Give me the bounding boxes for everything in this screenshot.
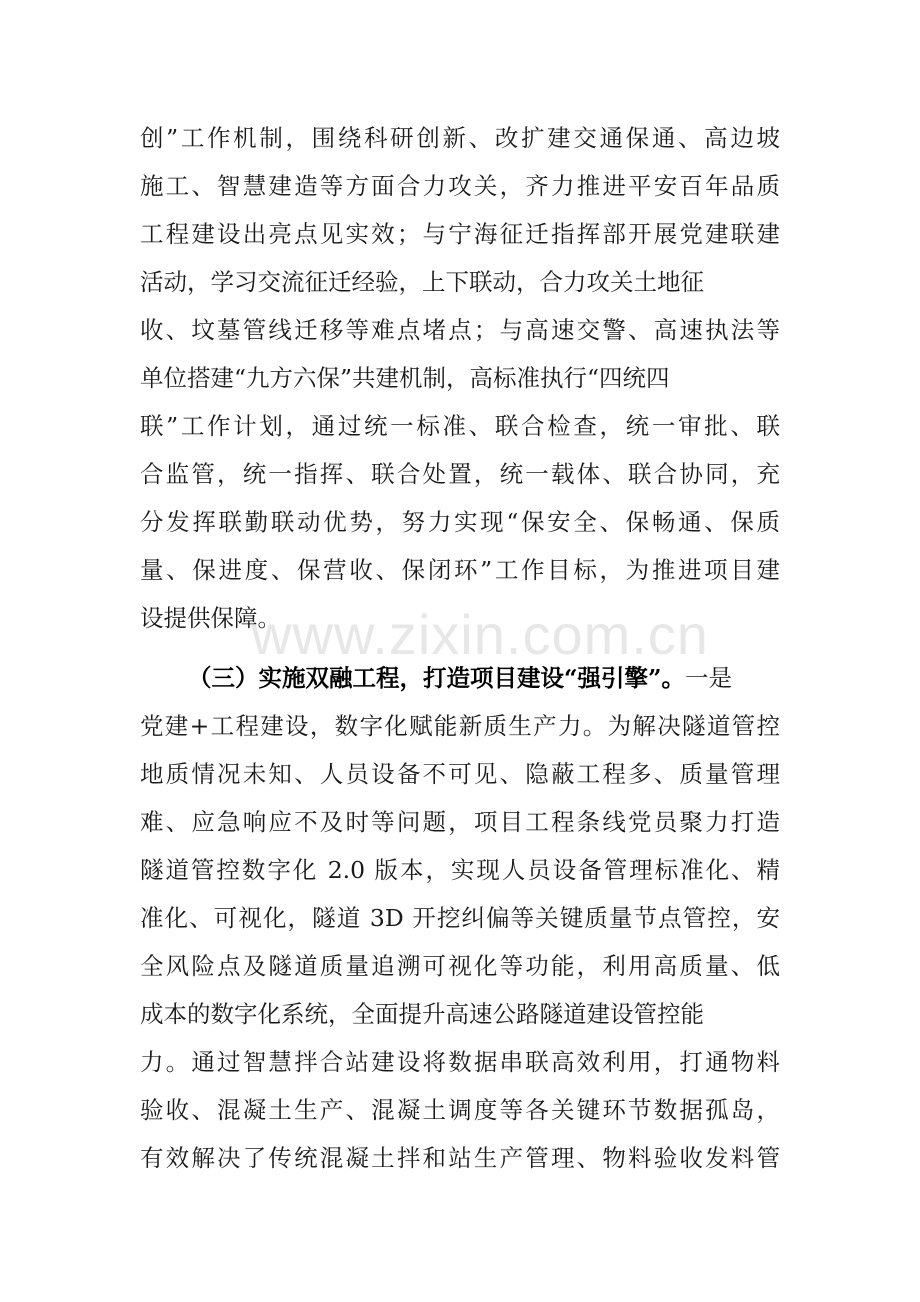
watermark: www.zixin.com.cn: [251, 603, 709, 666]
section-heading-line: [188, 653, 780, 703]
paragraph-line: 单位搭建“九方六保”共建机制，高标准执行“四统四: [140, 364, 670, 392]
paragraph-line: 难、应急响应不及时等问题，项目工程条线党员聚力打造: [140, 808, 780, 836]
paragraph-line: 成本的数字化系统，全面提升高速公路隧道建设管控能: [140, 1000, 704, 1028]
paragraph-line: 地质情况未知、人员设备不可见、隐蔽工程多、质量管理: [140, 760, 780, 788]
paragraph-line: 合监管，统一指挥、联合处置，统一载体、联合协同，充: [140, 460, 780, 488]
paragraph-line: 准化、可视化，隧道 3D 开挖纠偏等关键质量节点管控，安: [140, 904, 780, 932]
paragraph-line: 隧道管控数字化 2.0 版本，实现人员设备管理标准化、精: [140, 856, 780, 884]
paragraph-line: 创”工作机制，围绕科研创新、改扩建交通保通、高边坡: [140, 124, 780, 152]
paragraph-line: 党建+工程建设，数字化赋能新质生产力。为解决隧道管控: [140, 712, 780, 740]
section-heading-tail: 一是: [685, 664, 733, 692]
paragraph-line: 力。通过智慧拌合站建设将数据串联高效利用，打通物料: [140, 1048, 780, 1076]
paragraph-line: 分发挥联勤联动优势，努力实现“保安全、保畅通、保质: [140, 508, 780, 536]
paragraph-line: 设提供保障。: [140, 604, 281, 632]
paragraph-line: 量、保进度、保营收、保闭环”工作目标，为推进项目建: [140, 556, 780, 584]
paragraph-line: 全风险点及隧道质量追溯可视化等功能，利用高质量、低: [140, 952, 780, 980]
paragraph-line: 施工、智慧建造等方面合力攻关，齐力推进平安百年品质: [140, 172, 780, 200]
paragraph-line: 收、坟墓管线迁移等难点堵点；与高速交警、高速执法等: [140, 316, 780, 344]
paragraph-line: 有效解决了传统混凝土拌和站生产管理、物料验收发料管: [140, 1144, 780, 1172]
paragraph-line: 工程建设出亮点见实效；与宁海征迁指挥部开展党建联建: [140, 220, 780, 248]
paragraph-line: 活动，学习交流征迁经验，上下联动，合力攻关土地征: [140, 268, 704, 296]
section-heading: （三）实施双融工程，打造项目建设“强引擎”。: [188, 664, 686, 692]
paragraph-line: 联”工作计划，通过统一标准、联合检查，统一审批、联: [140, 412, 780, 440]
paragraph-line: 验收、混凝土生产、混凝土调度等各关键环节数据孤岛，: [140, 1096, 780, 1124]
